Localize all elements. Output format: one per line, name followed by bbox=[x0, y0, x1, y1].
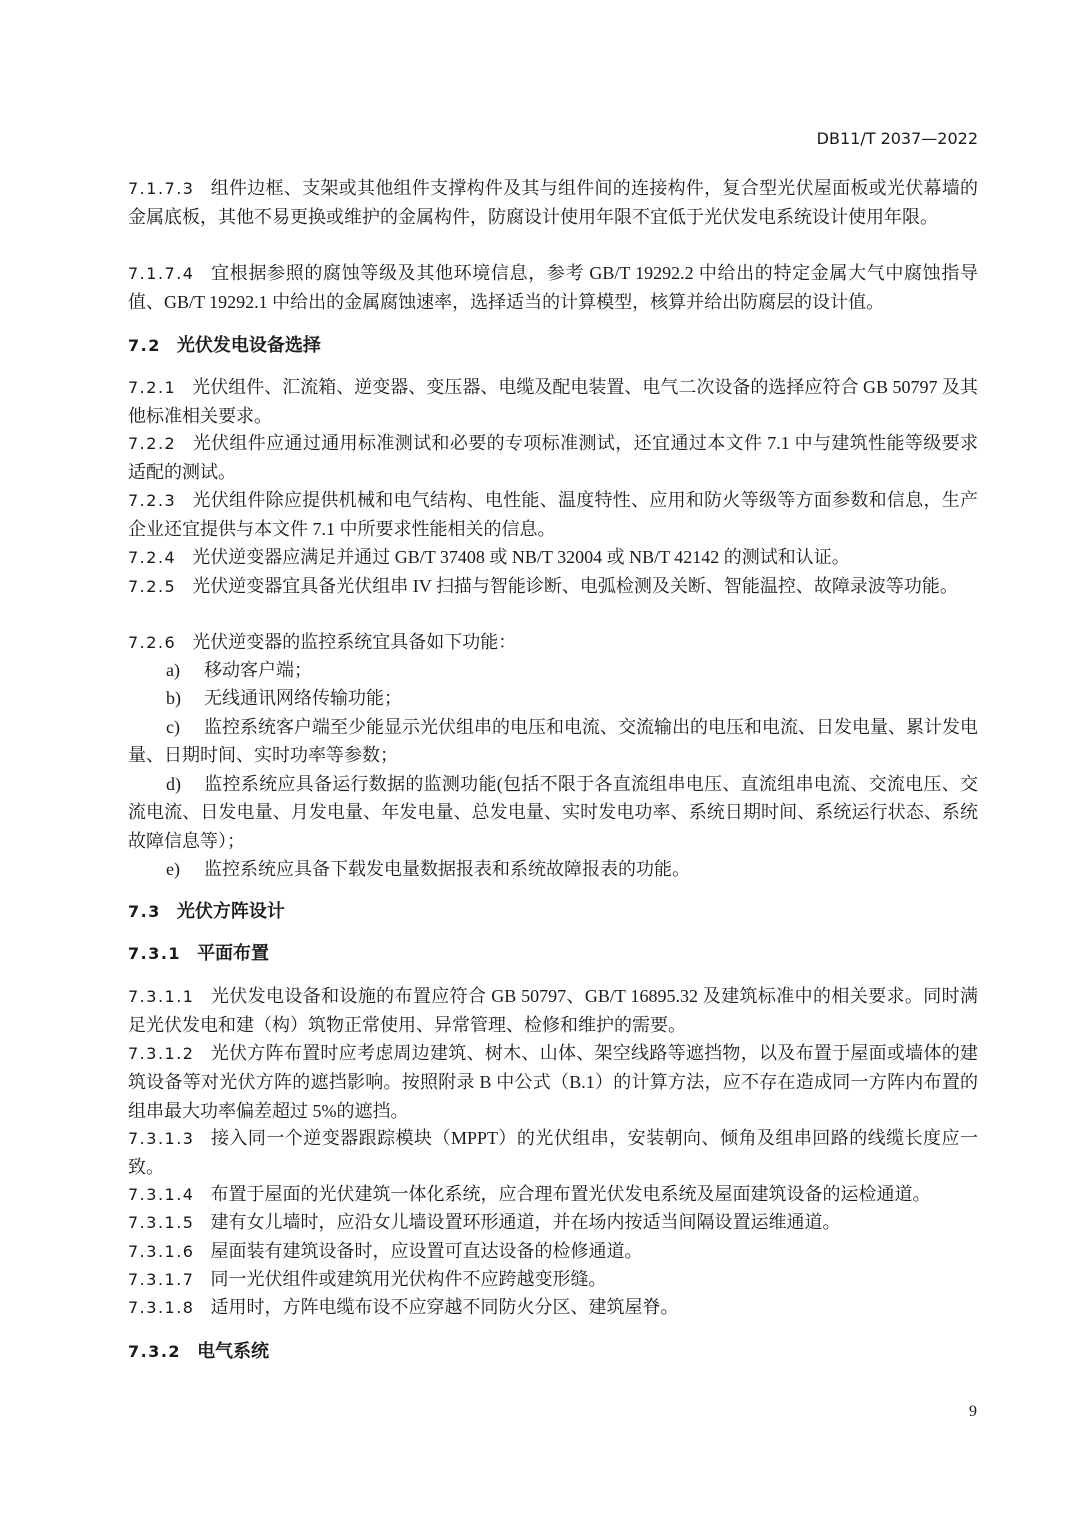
section-heading bbox=[128, 1337, 978, 1366]
list-item-label: d) bbox=[166, 774, 181, 794]
clause-paragraph bbox=[128, 1180, 978, 1209]
clause-number: 7.1.7.3 bbox=[128, 179, 195, 198]
clause-paragraph bbox=[128, 1039, 978, 1125]
clause-number: 7.2.4 bbox=[128, 548, 177, 567]
clause-number: 7.3 bbox=[128, 902, 161, 921]
list-item bbox=[128, 855, 978, 883]
clause-paragraph bbox=[128, 373, 978, 431]
clause-number: 7.3.1.3 bbox=[128, 1129, 195, 1148]
list-item-text: 移动客户端； bbox=[204, 660, 312, 680]
clause-text: 光伏发电设备选择 bbox=[176, 335, 321, 356]
section-heading bbox=[128, 897, 978, 926]
list-item-text: 监控系统应具备运行数据的监测功能(包括不限于各直流组串电压、直流组串电流、交流电压、交流电流、日发电量、月发电量、年发电量、总发电量、实时发电功率、系统日期时间、系统运行状态、系统故障信息等）； bbox=[128, 774, 978, 851]
clause-text: 适用时，方阵电缆布设不应穿越不同防火分区、建筑屋脊。 bbox=[210, 1297, 679, 1317]
section-heading bbox=[128, 939, 978, 968]
list-item bbox=[128, 770, 978, 855]
clause-number: 7.3.1.5 bbox=[128, 1213, 195, 1232]
clause-number: 7.3.1.1 bbox=[128, 987, 195, 1006]
clause-text: 组件边框、支架或其他组件支撑构件及其与组件间的连接构件，复合型光伏屋面板或光伏幕墙的金属底板，其他不易更换或维护的金属构件，防腐设计使用年限不宜低于光伏发电系统设计使用年限。 bbox=[128, 178, 978, 228]
clause-text: 建有女儿墙时，应沿女儿墙设置环形通道，并在场内按适当间隔设置运维通道。 bbox=[210, 1212, 841, 1232]
clause-number: 7.3.1.4 bbox=[128, 1185, 195, 1204]
clause-paragraph bbox=[128, 1293, 978, 1322]
clause-text: 光伏逆变器应满足并通过 GB/T 37408 或 NB/T 32004 或 NB/T 42142 的测试和认证。 bbox=[192, 547, 850, 567]
clause-text: 光伏方阵布置时应考虑周边建筑、树木、山体、架空线路等遮挡物，以及布置于屋面或墙体的建筑设备等对光伏方阵的遮挡影响。按照附录 B 中公式（B.1）的计算方法，应不存在造成同一方阵内布置的组串最大功率偏差超过 5%的遮挡。 bbox=[128, 1043, 978, 1121]
clause-text: 平面布置 bbox=[197, 943, 270, 964]
clause-text: 光伏逆变器宜具备光伏组串 IV 扫描与智能诊断、电弧检测及关断、智能温控、故障录波等功能。 bbox=[192, 576, 958, 596]
clause-text: 光伏组件应通过通用标准测试和必要的专项标准测试，还宜通过本文件 7.1 中与建筑性能等级要求适配的测试。 bbox=[128, 433, 978, 483]
clause-text: 电气系统 bbox=[197, 1341, 270, 1362]
clause-paragraph bbox=[128, 486, 978, 544]
page-number: 9 bbox=[969, 1403, 977, 1420]
list-item-text: 监控系统应具备下载发电量数据报表和系统故障报表的功能。 bbox=[204, 859, 690, 879]
clause-paragraph bbox=[128, 1265, 978, 1294]
list-item bbox=[128, 713, 978, 770]
clause-text: 布置于屋面的光伏建筑一体化系统，应合理布置光伏发电系统及屋面建筑设备的运检通道。 bbox=[210, 1184, 931, 1204]
list-item bbox=[128, 684, 978, 712]
clause-number: 7.3.1.6 bbox=[128, 1242, 195, 1261]
list-item-text: 监控系统客户端至少能显示光伏组串的电压和电流、交流输出的电压和电流、日发电量、累计发电量、日期时间、实时功率等参数； bbox=[128, 717, 978, 766]
list-item-text: 无线通讯网络传输功能； bbox=[204, 688, 402, 708]
clause-paragraph bbox=[128, 982, 978, 1040]
clause-paragraph bbox=[128, 628, 978, 657]
clause-number: 7.3.1.7 bbox=[128, 1270, 195, 1289]
clause-number: 7.2.1 bbox=[128, 378, 177, 397]
clause-text: 同一光伏组件或建筑用光伏构件不应跨越变形缝。 bbox=[210, 1269, 607, 1289]
clause-number: 7.3.1.2 bbox=[128, 1044, 195, 1063]
clause-number: 7.3.1 bbox=[128, 944, 182, 963]
clause-number: 7.3.1.8 bbox=[128, 1298, 195, 1317]
clause-paragraph bbox=[128, 174, 978, 232]
list-item-label: c) bbox=[166, 717, 180, 737]
clause-number: 7.2.6 bbox=[128, 633, 177, 652]
clause-text: 光伏方阵设计 bbox=[176, 901, 285, 922]
clause-paragraph bbox=[128, 1124, 978, 1182]
clause-text: 接入同一个逆变器跟踪模块（MPPT）的光伏组串，安装朝向、倾角及组串回路的线缆长度应一致。 bbox=[128, 1128, 978, 1178]
clause-number: 7.2.2 bbox=[128, 434, 177, 453]
clause-number: 7.1.7.4 bbox=[128, 264, 195, 283]
list-item-label: e) bbox=[166, 859, 180, 879]
clause-number: 7.3.2 bbox=[128, 1342, 182, 1361]
clause-number: 7.2 bbox=[128, 336, 161, 355]
clause-text: 屋面装有建筑设备时，应设置可直达设备的检修通道。 bbox=[210, 1241, 643, 1261]
list-item bbox=[128, 656, 978, 684]
clause-text: 光伏逆变器的监控系统宜具备如下功能： bbox=[192, 632, 517, 652]
clause-paragraph bbox=[128, 543, 978, 572]
clause-paragraph bbox=[128, 1208, 978, 1237]
clause-number: 7.2.5 bbox=[128, 577, 177, 596]
list-item-label: b) bbox=[166, 688, 181, 708]
clause-paragraph bbox=[128, 572, 978, 601]
clause-text: 光伏组件除应提供机械和电气结构、电性能、温度特性、应用和防火等级等方面参数和信息，生产企业还宜提供与本文件 7.1 中所要求性能相关的信息。 bbox=[128, 490, 978, 540]
clause-text: 宜根据参照的腐蚀等级及其他环境信息，参考 GB/T 19292.2 中给出的特定金属大气中腐蚀指导值、GB/T 19292.1 中给出的金属腐蚀速率，选择适当的计算模型，核算并给出防腐层的设计值。 bbox=[128, 263, 978, 313]
clause-number: 7.2.3 bbox=[128, 491, 177, 510]
clause-paragraph bbox=[128, 429, 978, 487]
clause-text: 光伏发电设备和设施的布置应符合 GB 50797、GB/T 16895.32 及建筑标准中的相关要求。同时满足光伏发电和建（构）筑物正常使用、异常管理、检修和维护的需要。 bbox=[128, 986, 978, 1036]
section-heading bbox=[128, 331, 978, 360]
document-code-header: DB11/T 2037—2022 bbox=[816, 129, 978, 148]
clause-paragraph bbox=[128, 1237, 978, 1266]
clause-paragraph bbox=[128, 259, 978, 317]
clause-text: 光伏组件、汇流箱、逆变器、变压器、电缆及配电装置、电气二次设备的选择应符合 GB 50797 及其他标准相关要求。 bbox=[128, 377, 978, 427]
list-item-label: a) bbox=[166, 660, 180, 680]
